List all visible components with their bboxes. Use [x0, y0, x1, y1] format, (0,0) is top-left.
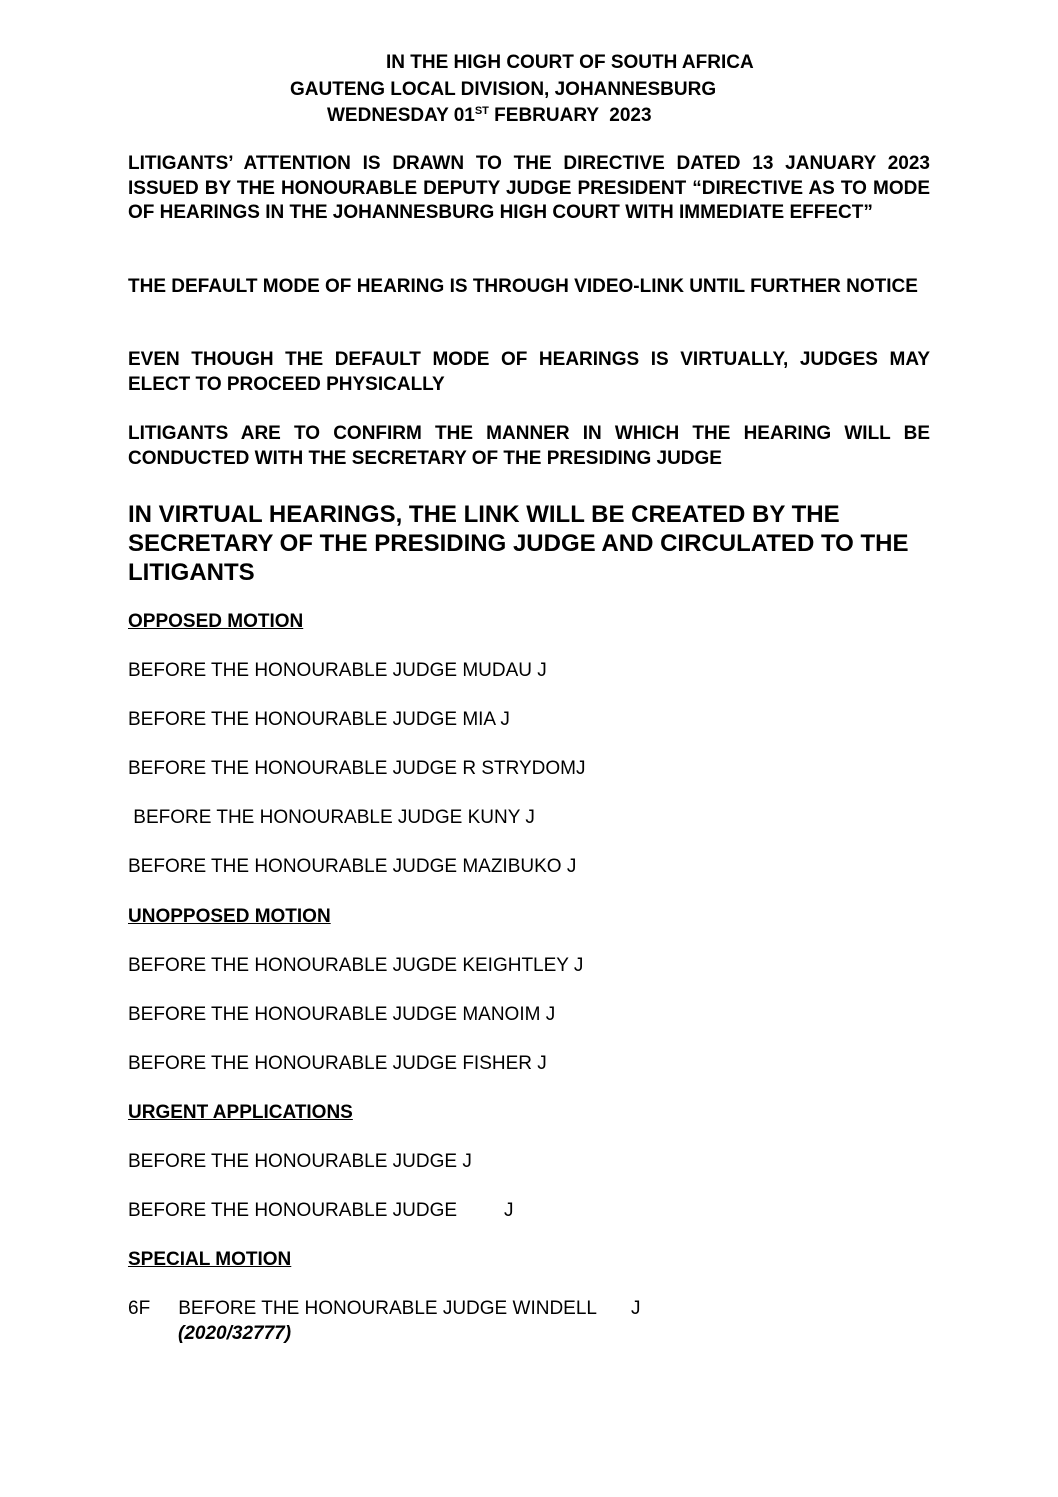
judge-suffix: J [504, 1200, 514, 1221]
judge-entry: BEFORE THE HONOURABLE JUDGE R STRYDOMJ [128, 758, 586, 779]
court-name-text: IN THE HIGH COURT OF SOUTH AFRICA [386, 52, 754, 73]
judge-entry-text: BEFORE THE HONOURABLE JUDGE [128, 1200, 458, 1221]
section-urgent-applications: URGENT APPLICATIONS [128, 1102, 353, 1123]
judge-entry [128, 1200, 514, 1222]
notice-physical: EVEN THOUGH THE DEFAULT MODE OF HEARINGS IS VIRTUALLY, JUDGES MAY ELECT TO PROCEED PHYSICALLY [128, 349, 930, 395]
judge-entry: BEFORE THE HONOURABLE JUDGE MANOIM J [128, 1004, 556, 1025]
section-special-motion: SPECIAL MOTION [128, 1249, 292, 1270]
notice-directive: LITIGANTS’ ATTENTION IS DRAWN TO THE DIRECTIVE DATED 13 JANUARY 2023 ISSUED BY THE HONOURABLE DEPUTY JUDGE PRESIDENT “DIRECTIVE AS TO MODE OF HEARINGS IN THE JOHANNESBURG HIGH COURT WITH IMMEDIATE EFFECT” [128, 153, 930, 223]
judge-entry: BEFORE THE HONOURABLE JUDGE KUNY J [128, 807, 535, 828]
section-unopposed-motion: UNOPPOSED MOTION [128, 906, 331, 927]
date-ordinal: ST [474, 105, 489, 117]
notice-default-mode: THE DEFAULT MODE OF HEARING IS THROUGH VIDEO-LINK UNTIL FURTHER NOTICE [128, 276, 918, 297]
judge-entry-text: BEFORE THE HONOURABLE JUDGE WINDELL [178, 1298, 597, 1319]
date-day: WEDNESDAY 01 [327, 105, 475, 126]
notice-confirm: LITIGANTS ARE TO CONFIRM THE MANNER IN WHICH THE HEARING WILL BE CONDUCTED WITH THE SECRETARY OF THE PRESIDING JUDGE [128, 423, 930, 469]
notice-virtual-link: IN VIRTUAL HEARINGS, THE LINK WILL BE CREATED BY THE SECRETARY OF THE PRESIDING JUDGE AND CIRCULATED TO THE LITIGANTS [128, 501, 909, 586]
judge-entry: BEFORE THE HONOURABLE JUDGE MUDAU J [128, 660, 547, 681]
court-number: 6F [128, 1298, 151, 1319]
division-name-text: GAUTENG LOCAL DIVISION, JOHANNESBURG [290, 79, 717, 100]
judge-entry: BEFORE THE HONOURABLE JUDGE FISHER J [128, 1053, 547, 1074]
judge-entry: BEFORE THE HONOURABLE JUDGE MIA J [128, 709, 510, 730]
special-judge-entry [128, 1298, 640, 1320]
judge-entry: BEFORE THE HONOURABLE JUDGE J [128, 1151, 472, 1172]
judge-entry: BEFORE THE HONOURABLE JUDGE MAZIBUKO J [128, 856, 577, 877]
section-opposed-motion: OPPOSED MOTION [128, 611, 304, 632]
date-month-year: FEBRUARY 2023 [488, 105, 652, 126]
judge-suffix: J [630, 1298, 641, 1319]
judge-entry: BEFORE THE HONOURABLE JUGDE KEIGHTLEY J [128, 955, 584, 976]
case-number: (2020/32777) [178, 1323, 292, 1344]
